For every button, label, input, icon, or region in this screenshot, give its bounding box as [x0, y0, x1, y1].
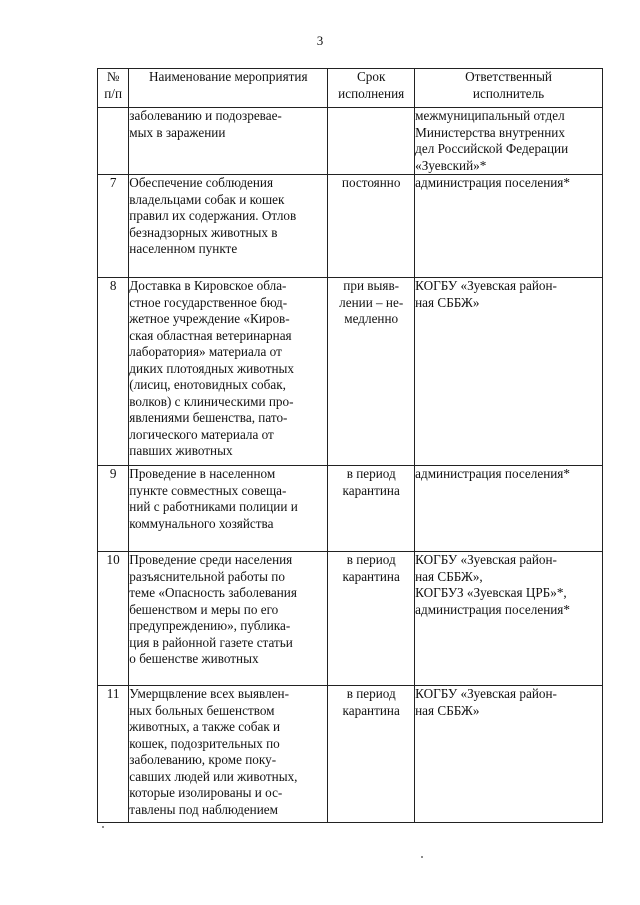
- text-line: ная СББЖ»: [415, 702, 480, 718]
- responsible: [415, 175, 603, 278]
- text-line: администрация поселения*: [415, 175, 570, 190]
- text-line: ная СББЖ»: [415, 294, 480, 310]
- text-line: населенном пункте: [129, 241, 238, 256]
- text-line: карантина: [342, 702, 400, 718]
- text-line: при выяв-: [343, 278, 400, 293]
- text-line: исполнения: [338, 85, 405, 101]
- text-line: КОГБУЗ «Зуевская ЦРБ»*,: [415, 585, 567, 600]
- text-line: павших животных: [129, 443, 233, 458]
- text-line: заболеванию, кроме поку-: [129, 752, 277, 767]
- text-line: медленно: [344, 311, 399, 326]
- text-line: КОГБУ «Зуевская район-: [415, 686, 557, 701]
- text-line: Обеспечение соблюдения: [129, 175, 274, 190]
- deadline: [328, 466, 415, 552]
- text-line: лении – не-: [339, 294, 404, 310]
- text-line: КОГБУ «Зуевская район-: [415, 552, 557, 567]
- text-line: разъяснительной работы по: [129, 568, 285, 584]
- text-line: в период: [346, 466, 396, 481]
- text-line: карантина: [342, 482, 400, 498]
- responsible: [415, 278, 603, 466]
- text-line: о бешенстве животных: [129, 651, 259, 666]
- text-line: ных больных бешенством: [129, 702, 275, 718]
- table-header-row: [98, 69, 603, 108]
- table-row: [98, 686, 603, 823]
- text-line: савших людей или животных,: [129, 768, 298, 784]
- text-line: коммунального хозяйства: [129, 515, 274, 531]
- text-line: ний с работниками полиции и: [129, 499, 298, 514]
- text-line: п/п: [104, 85, 123, 101]
- row-number: 9: [98, 466, 129, 552]
- text-line: постоянно: [341, 175, 401, 190]
- deadline: [328, 108, 415, 175]
- row-number: 10: [98, 552, 129, 686]
- header-responsible: [415, 69, 603, 108]
- text-line: кошек, подозрительных по: [129, 735, 280, 751]
- deadline: [328, 278, 415, 466]
- deadline: [328, 686, 415, 823]
- text-line: в период: [346, 686, 396, 701]
- text-line: Проведение среди населения: [129, 552, 293, 567]
- header-measure-name: [129, 69, 328, 108]
- table-row: [98, 278, 603, 466]
- text-line: карантина: [342, 568, 400, 584]
- text-line: ская областная ветеринарная: [129, 327, 292, 343]
- text-line: (лисиц, енотовидных собак,: [129, 377, 286, 392]
- text-line: Умерщвление всех выявлен-: [129, 686, 289, 701]
- table-row: [98, 552, 603, 686]
- deadline: [328, 175, 415, 278]
- text-line: пункте совместных совеща-: [129, 482, 287, 498]
- text-line: предупреждению», публика-: [129, 618, 291, 633]
- text-line: Министерства внутренних: [415, 124, 565, 140]
- text-line: дел Российской Федерации: [415, 141, 569, 156]
- measure-name: [129, 686, 328, 823]
- text-line: ная СББЖ»,: [415, 568, 483, 584]
- text-line: межмуниципальный отдел: [415, 108, 565, 123]
- text-line: «Зуевский»*: [415, 157, 487, 173]
- row-number: [98, 108, 129, 175]
- scan-speck: [102, 826, 104, 828]
- measure-name: [129, 108, 328, 175]
- text-line: Ответственный: [465, 69, 552, 84]
- text-line: логического материала от: [129, 426, 274, 442]
- text-line: теме «Опасность заболевания: [129, 585, 297, 600]
- text-line: бешенством и меры по его: [129, 601, 279, 617]
- header-deadline: [328, 69, 415, 108]
- responsible: [415, 466, 603, 552]
- table-row: [98, 108, 603, 175]
- text-line: Проведение в населенном: [129, 466, 276, 481]
- text-line: Доставка в Кировское обла-: [129, 278, 287, 293]
- row-number: 11: [98, 686, 129, 823]
- text-line: диких плотоядных животных: [129, 360, 294, 376]
- text-line: правил их содержания. Отлов: [129, 208, 297, 223]
- page-number: 3: [316, 33, 324, 48]
- text-line: тавлены под наблюдением: [129, 801, 278, 817]
- measure-name: [129, 278, 328, 466]
- text-line: животных, а также собак и: [129, 719, 281, 734]
- row-number: 7: [98, 175, 129, 278]
- text-line: №: [106, 69, 120, 84]
- text-line: безнадзорных животных в: [129, 224, 278, 240]
- responsible: [415, 552, 603, 686]
- text-line: администрация поселения*: [415, 601, 570, 617]
- text-line: ция в районной газете статьи: [129, 634, 293, 650]
- text-line: стное государственное бюд-: [129, 294, 288, 310]
- measures-table: [97, 68, 603, 823]
- text-line: в период: [346, 552, 396, 567]
- text-line: которые изолированы и ос-: [129, 785, 283, 800]
- text-line: Наименование мероприятия: [149, 69, 308, 84]
- table-row: [98, 175, 603, 278]
- table-row: [98, 466, 603, 552]
- text-line: заболеванию и подозревае-: [129, 108, 282, 123]
- row-number: 8: [98, 278, 129, 466]
- text-line: КОГБУ «Зуевская район-: [415, 278, 557, 293]
- text-line: лаборатория» материала от: [129, 344, 282, 359]
- deadline: [328, 552, 415, 686]
- text-line: владельцами собак и кошек: [129, 191, 285, 207]
- responsible: [415, 108, 603, 175]
- responsible: [415, 686, 603, 823]
- measure-name: [129, 466, 328, 552]
- text-line: мых в заражении: [129, 124, 226, 140]
- header-number: [98, 69, 129, 108]
- measure-name: [129, 552, 328, 686]
- text-line: администрация поселения*: [415, 466, 570, 481]
- text-line: исполнитель: [472, 85, 545, 101]
- text-line: явлениями бешенства, пато-: [129, 410, 288, 425]
- scan-speck: [421, 856, 423, 858]
- measure-name: [129, 175, 328, 278]
- text-line: волков) с клиническими про-: [129, 393, 294, 409]
- text-line: Срок: [357, 69, 386, 84]
- text-line: жетное учреждение «Киров-: [129, 311, 290, 326]
